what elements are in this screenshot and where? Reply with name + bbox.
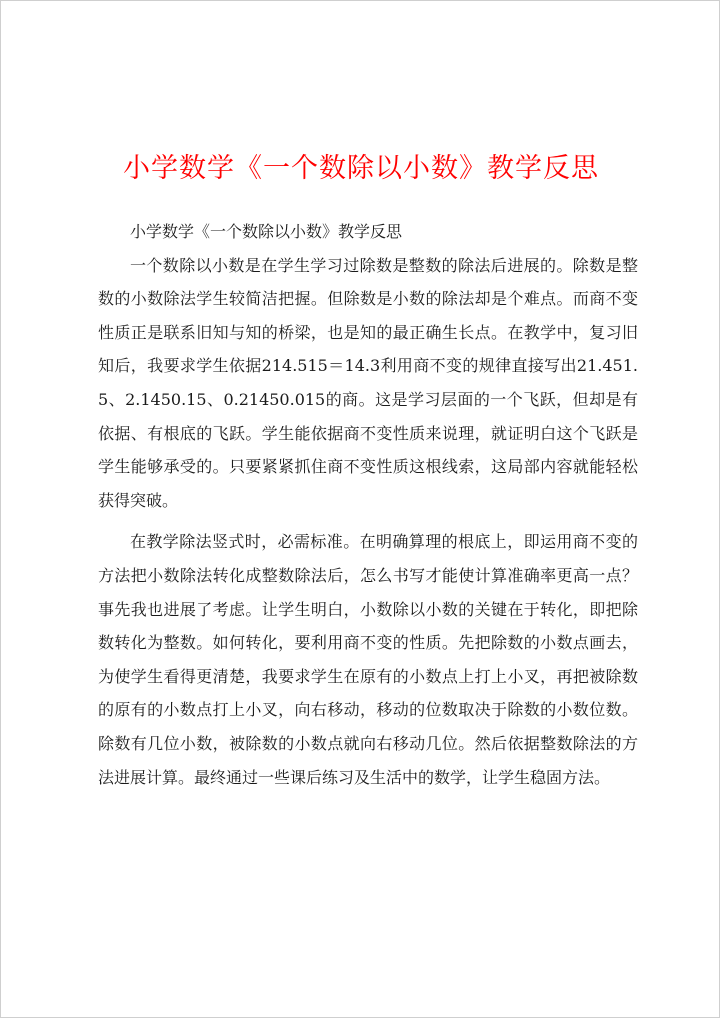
document-body xyxy=(98,215,638,794)
document-subtitle: 小学数学《一个数除以小数》教学反思 xyxy=(130,222,403,241)
paragraph-1: 一个数除以小数是在学生学习过除数是整数的除法后进展的。除数是整数的小数除法学生较简洁把握。但除数是小数的除法却是个难点。而商不变性质正是联系旧知与知的桥梁，也是知的最正确生长点。在教学中，复习旧知后，我要求学生依据214.515＝14.3利用商不变的规律直接写出21.451.5、2.1450.15、0.21450.015的商。这是学习层面的一个飞跃，但却是有依据、有根底的飞跃。学生能依据商不变性质来说理，就证明白这个飞跃是学生能够承受的。只要紧紧抓住商不变性质这根线索，这局部内容就能轻松获得突破。 xyxy=(98,255,638,510)
document-title: 小学数学《一个数除以小数》教学反思 xyxy=(123,153,599,184)
paragraph-2: 在教学除法竖式时，必需标准。在明确算理的根底上，即运用商不变的方法把小数除法转化成整数除法后，怎么书写才能使计算准确率更高一点？事先我也进展了考虑。让学生明白，小数除以小数的关键在于转化，即把除数转化为整数。如何转化，要利用商不变的性质。先把除数的小数点画去，为使学生看得更清楚，我要求学生在原有的小数点上打上小叉，再把被除数的原有的小数点打上小叉，向右移动，移动的位数取决于除数的小数位数。除数有几位小数，被除数的小数点就向右移动几位。然后依据整数除法的方法进展计算。最终通过一些课后练习及生活中的数学，让学生稳固方法。 xyxy=(98,532,638,787)
